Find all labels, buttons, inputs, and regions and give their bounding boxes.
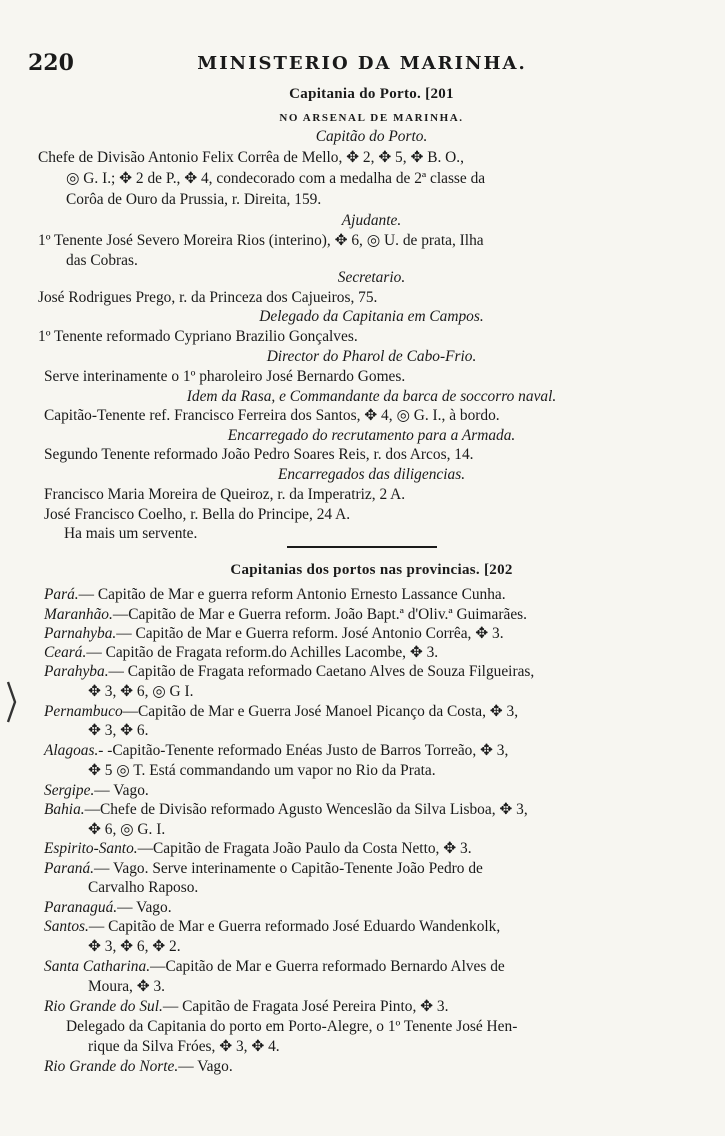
province-name: Rio Grande do Norte. (44, 1058, 179, 1075)
province-entry-cont (88, 937, 709, 957)
province-name: Maranhão. (44, 606, 113, 623)
province-entry (44, 839, 709, 859)
province-entry (44, 662, 709, 682)
province-text: — Capitão de Mar e Guerra reform. José Antonio Corrêa, ✥ 3. (116, 625, 504, 642)
entry-line: José Rodrigues Prego, r. da Princeza dos Cajueiros, 75. (38, 289, 378, 306)
province-text: — Capitão de Fragata José Pereira Pinto, ✥ 3. (162, 998, 449, 1015)
page-header (28, 50, 696, 80)
province-text: —Capitão de Mar e Guerra reform. João Bapt.ª d'Oliv.ª Guimarães. (112, 606, 527, 623)
province-name: Santos. (44, 918, 89, 935)
province-name: Ceará. (44, 644, 87, 661)
province-entry-cont (66, 1017, 709, 1037)
running-head: MINISTERIO DA MARINHA. (197, 53, 527, 74)
province-name: Pernambuco (44, 703, 123, 720)
province-text: — Capitão de Fragata reformado Caetano Alves de Souza Filgueiras, (108, 663, 535, 680)
province-entry (44, 781, 709, 801)
page-number: 220 (28, 50, 74, 76)
province-text: - -Capitão-Tenente reformado Enéas Justo de Barros Torreão, ✥ 3, (98, 742, 509, 759)
province-entry-cont (88, 977, 709, 997)
province-text: —Capitão de Mar e Guerra reformado Bernardo Alves de (150, 958, 505, 975)
province-name: Parnahyba. (44, 625, 117, 642)
role-heading: Secretario. (337, 269, 406, 286)
role-heading: Idem da Rasa, e Commandante da barca de soccorro naval. (186, 388, 557, 405)
province-name: Espirito-Santo. (44, 840, 138, 857)
province-entry (44, 605, 709, 625)
province-entry-cont (88, 761, 709, 781)
entry-line: 1º Tenente reformado Cypriano Brazilio Gonçalves. (38, 328, 358, 345)
province-text: —Capitão de Mar e Guerra José Manoel Picanço da Costa, ✥ 3, (122, 703, 519, 720)
province-text: Moura, ✥ 3. (88, 978, 166, 995)
entry-line: Serve interinamente o 1º pharoleiro José Bernardo Gomes. (44, 368, 406, 385)
province-entry-cont (88, 820, 709, 840)
province-text: — Capitão de Mar e guerra reform Antonio Ernesto Lassance Cunha. (78, 586, 506, 603)
entry-line: Segundo Tenente reformado João Pedro Soares Reis, r. dos Arcos, 14. (44, 446, 474, 463)
province-text: —Capitão de Fragata João Paulo da Costa Netto, ✥ 3. (137, 840, 472, 857)
province-text: — Capitão de Mar e Guerra reformado José Eduardo Wandenkolk, (88, 918, 501, 935)
margin-bracket-mark (4, 680, 20, 724)
province-entry (44, 702, 709, 722)
entry-line: Corôa de Ouro da Prussia, r. Direita, 159. (66, 191, 322, 208)
province-name: Sergipe. (44, 782, 95, 799)
province-entry-cont (88, 878, 709, 898)
entry-line: Francisco Maria Moreira de Queiroz, r. da Imperatriz, 2 A. (44, 486, 406, 503)
province-name: Paranaguá. (44, 899, 118, 916)
role-heading: Capitão do Porto. (315, 128, 428, 145)
province-text: Carvalho Raposo. (88, 879, 199, 896)
section-subtitle: NO ARSENAL DE MARINHA. (279, 112, 464, 124)
province-entry (44, 1057, 709, 1077)
province-name: Parahyba. (44, 663, 109, 680)
role-heading: Director do Pharol de Cabo-Frio. (266, 348, 477, 365)
section-title-capitanias-provincias: Capitanias dos portos nas provincias. [202 (230, 562, 513, 578)
entry-line: ◎ G. I.; ✥ 2 de P., ✥ 4, condecorado com a medalha de 2ª classe da (66, 170, 486, 187)
province-entry (44, 997, 709, 1017)
section-title-capitania-do-porto: Capitania do Porto. [201 (289, 86, 454, 102)
province-text: ✥ 3, ✥ 6, ✥ 2. (88, 938, 181, 955)
province-entry (44, 585, 709, 605)
province-entry (44, 741, 709, 761)
entry-line: José Francisco Coelho, r. Bella do Principe, 24 A. (44, 506, 351, 523)
province-entry-cont (88, 721, 709, 741)
province-entry (44, 859, 709, 879)
province-name: Pará. (44, 586, 79, 603)
province-entry (44, 917, 709, 937)
entry-line: Ha mais um servente. (64, 525, 198, 542)
province-text: ✥ 5 ◎ T. Está commandando um vapor no Rio da Prata. (88, 762, 436, 779)
province-name: Bahia. (44, 801, 85, 818)
province-text: ✥ 3, ✥ 6, ◎ G I. (88, 683, 194, 700)
province-entry (44, 898, 709, 918)
province-name: Rio Grande do Sul. (44, 998, 163, 1015)
province-text: — Vago. (94, 782, 149, 799)
role-heading: Encarregado do recrutamento para a Armada. (227, 427, 516, 444)
province-entry (44, 800, 709, 820)
province-text: ✥ 3, ✥ 6. (88, 722, 149, 739)
province-entry (44, 643, 709, 663)
province-text: rique da Silva Fróes, ✥ 3, ✥ 4. (88, 1038, 280, 1055)
province-entry-cont (88, 682, 709, 702)
province-entry-cont (88, 1037, 709, 1057)
province-text: — Vago. Serve interinamente o Capitão-Tenente João Pedro de (94, 860, 483, 877)
section-divider (287, 546, 437, 548)
entry-line: Chefe de Divisão Antonio Felix Corrêa de Mello, ✥ 2, ✥ 5, ✥ B. O., (38, 149, 464, 166)
entry-line: das Cobras. (66, 252, 138, 269)
province-name: Santa Catharina. (44, 958, 151, 975)
entry-line: Capitão-Tenente ref. Francisco Ferreira dos Santos, ✥ 4, ◎ G. I., à bordo. (44, 407, 500, 424)
province-text: ✥ 6, ◎ G. I. (88, 821, 166, 838)
province-text: — Vago. (117, 899, 172, 916)
province-text: Delegado da Capitania do porto em Porto-Alegre, o 1º Tenente José Hen- (66, 1018, 518, 1035)
role-heading: Encarregados das diligencias. (277, 466, 466, 483)
province-entry (44, 957, 709, 977)
province-name: Alagoas. (44, 742, 99, 759)
province-text: —Chefe de Divisão reformado Agusto Wenceslão da Silva Lisboa, ✥ 3, (84, 801, 528, 818)
entry-line: 1º Tenente José Severo Moreira Rios (interino), ✥ 6, ◎ U. de prata, Ilha (38, 232, 484, 249)
role-heading: Ajudante. (341, 212, 402, 229)
province-entry (44, 624, 709, 644)
province-name: Paraná. (44, 860, 95, 877)
province-text: — Vago. (178, 1058, 233, 1075)
role-heading: Delegado da Capitania em Campos. (259, 308, 484, 325)
province-text: — Capitão de Fragata reform.do Achilles Lacombe, ✥ 3. (86, 644, 439, 661)
